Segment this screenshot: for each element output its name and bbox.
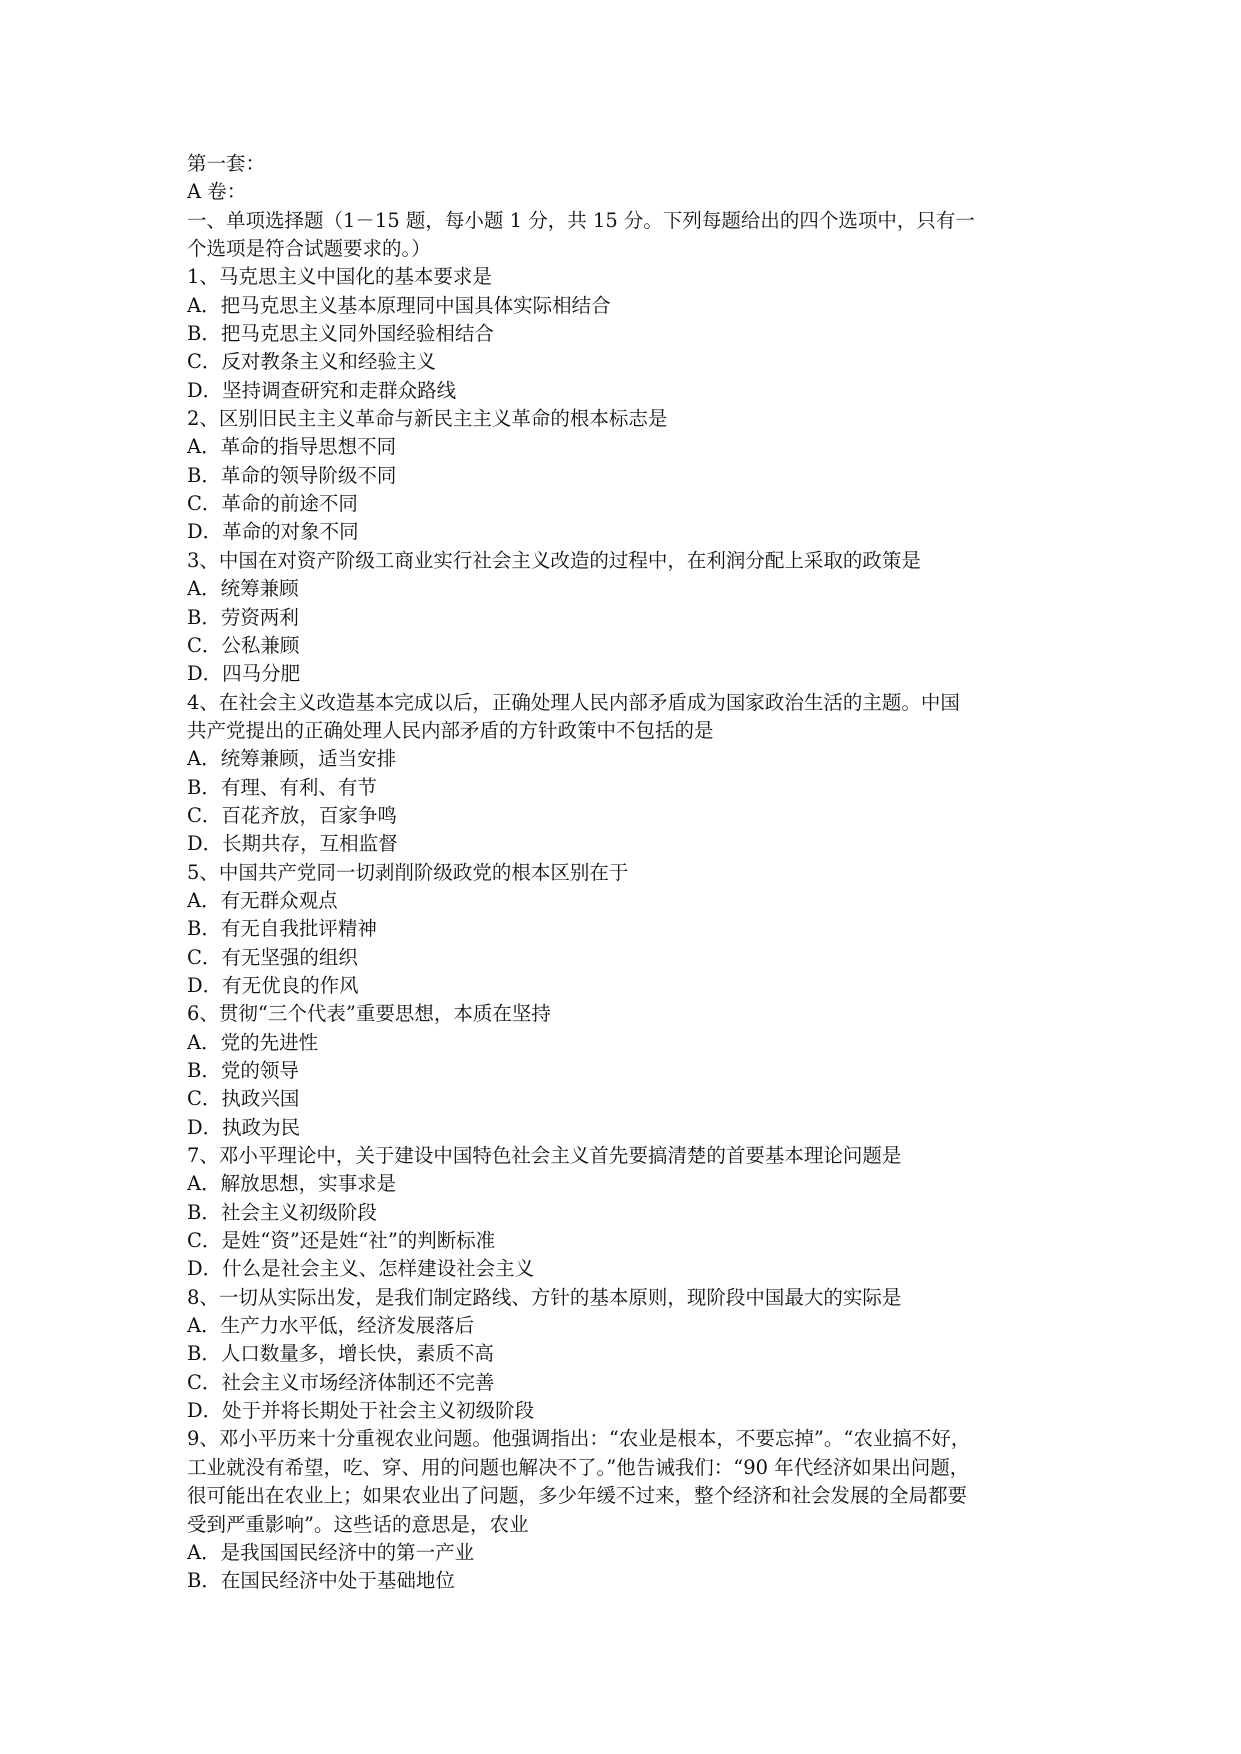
question-stem: 7、邓小平理论中，关于建设中国特色社会主义首先要搞清楚的首要基本理论问题是 [187, 1144, 902, 1168]
question-8 [187, 1284, 1057, 1426]
answer-option: A．解放思想，实事求是 [187, 1172, 397, 1196]
answer-option: C．革命的前途不同 [187, 492, 358, 516]
question-stem: 1、马克思主义中国化的基本要求是 [187, 265, 492, 289]
answer-option: A．革命的指导思想不同 [187, 435, 397, 459]
set-title: 第一套： [187, 152, 266, 175]
volume-title: A 卷： [187, 180, 247, 204]
question-stem: 9、邓小平历来十分重视农业问题。他强调指出：“农业是根本，不要忘掉”。“农业搞不好， [187, 1427, 971, 1451]
answer-option: B．在国民经济中处于基础地位 [187, 1569, 455, 1593]
question-stem: 3、中国在对资产阶级工商业实行社会主义改造的过程中，在利润分配上采取的政策是 [187, 548, 921, 572]
question-stem: 4、在社会主义改造基本完成以后，正确处理人民内部矛盾成为国家政治生活的主题。中国 [187, 690, 960, 714]
answer-option: C．执政兴国 [187, 1087, 300, 1111]
answer-option: D．四马分肥 [187, 662, 301, 686]
question-stem: 很可能出在农业上；如果农业出了问题，多少年缓不过来，整个经济和社会发展的全局都要 [187, 1484, 968, 1508]
question-stem: 受到严重影响”。这些话的意思是，农业 [187, 1512, 529, 1536]
answer-option: B．有无自我批评精神 [187, 917, 377, 941]
question-3 [187, 547, 1057, 689]
question-4 [187, 689, 1057, 859]
answer-option: A．统筹兼顾 [187, 577, 299, 601]
section-heading-line-1: 一、单项选择题（1－15 题，每小题 1 分，共 15 分。下列每题给出的四个选项中，只有一 [187, 208, 975, 232]
question-stem: 共产党提出的正确处理人民内部矛盾的方针政策中不包括的是 [187, 718, 714, 742]
answer-option: D．执政为民 [187, 1115, 301, 1139]
answer-option: D．处于并将长期处于社会主义初级阶段 [187, 1399, 535, 1423]
answer-option: C．公私兼顾 [187, 633, 300, 657]
answer-option: B．革命的领导阶级不同 [187, 463, 397, 487]
question-list [187, 263, 1057, 1595]
answer-option: D．长期共存，互相监督 [187, 832, 398, 856]
question-9 [187, 1425, 1057, 1595]
answer-option: C．社会主义市场经济体制还不完善 [187, 1370, 495, 1394]
answer-option: B．有理、有利、有节 [187, 775, 377, 799]
answer-option: C．有无坚强的组织 [187, 945, 358, 969]
answer-option: A．党的先进性 [187, 1030, 319, 1054]
answer-option: D．坚持调查研究和走群众路线 [187, 378, 457, 402]
question-1 [187, 263, 1057, 405]
question-2 [187, 405, 1057, 547]
question-stem: 2、区别旧民主主义革命与新民主主义革命的根本标志是 [187, 407, 668, 431]
question-stem: 6、贯彻“三个代表”重要思想，本质在坚持 [187, 1002, 551, 1026]
question-5 [187, 859, 1057, 1001]
section-heading-line-2: 个选项是符合试题要求的。） [187, 237, 431, 261]
question-7 [187, 1142, 1057, 1284]
answer-option: B．人口数量多，增长快，素质不高 [187, 1342, 494, 1366]
answer-option: D．有无优良的作风 [187, 973, 359, 997]
question-stem: 工业就没有希望，吃、穿、用的问题也解决不了。”他告诫我们：“90 年代经济如果出问题， [187, 1455, 970, 1479]
exam-page [187, 150, 1057, 1596]
answer-option: C．百花齐放，百家争鸣 [187, 803, 397, 827]
answer-option: B．社会主义初级阶段 [187, 1200, 377, 1224]
answer-option: B．劳资两利 [187, 605, 299, 629]
answer-option: A．是我国国民经济中的第一产业 [187, 1540, 475, 1564]
answer-option: D．革命的对象不同 [187, 520, 359, 544]
question-stem: 8、一切从实际出发，是我们制定路线、方针的基本原则，现阶段中国最大的实际是 [187, 1285, 902, 1309]
answer-option: A．生产力水平低，经济发展落后 [187, 1314, 475, 1338]
answer-option: D．什么是社会主义、怎样建设社会主义 [187, 1257, 535, 1281]
answer-option: A．有无群众观点 [187, 888, 338, 912]
answer-option: B．把马克思主义同外国经验相结合 [187, 322, 494, 346]
answer-option: A．统筹兼顾，适当安排 [187, 747, 397, 771]
answer-option: C．是姓“资”还是姓“社”的判断标准 [187, 1229, 496, 1253]
question-stem: 5、中国共产党同一切剥削阶级政党的根本区别在于 [187, 860, 629, 884]
answer-option: B．党的领导 [187, 1059, 299, 1082]
question-6 [187, 1000, 1057, 1142]
answer-option: C．反对教条主义和经验主义 [187, 350, 436, 374]
answer-option: A．把马克思主义基本原理同中国具体实际相结合 [187, 293, 611, 317]
